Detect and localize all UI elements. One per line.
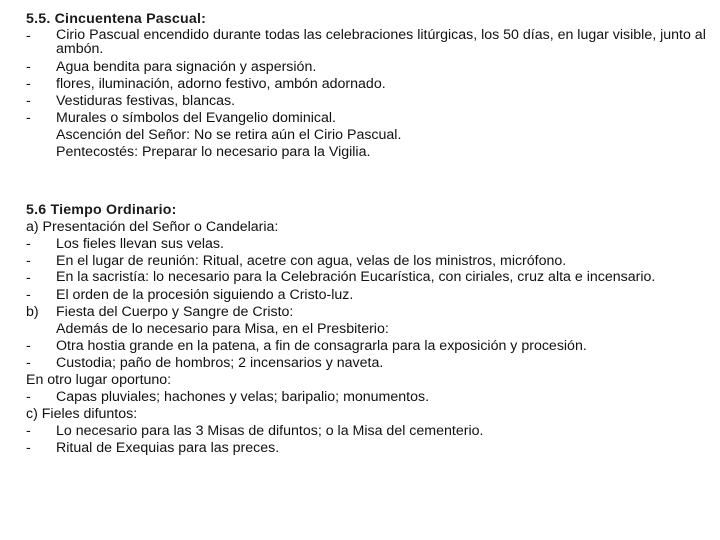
list-marker: - — [26, 355, 31, 371]
list-item-text: Vestiduras festivas, blancas. — [56, 93, 236, 109]
subsection-title-b — [26, 304, 706, 321]
list-item — [26, 355, 706, 372]
list-item-text: Lo necesario para las 3 Misas de difuntos; o la Misa del cementerio. — [56, 423, 484, 439]
list-item — [26, 28, 706, 56]
section-heading: 5.6 Tiempo Ordinario: — [26, 202, 177, 218]
list-item — [26, 389, 706, 406]
list-item — [26, 110, 706, 127]
list-item-text: Capas pluviales; hachones y velas; baripalio; monumentos. — [56, 389, 430, 405]
subsection-title-text: Fiesta del Cuerpo y Sangre de Cristo: — [56, 304, 294, 320]
list-marker: - — [26, 28, 31, 44]
list-item — [26, 440, 706, 457]
list-marker: - — [26, 93, 31, 109]
list-item-text: Agua bendita para signación y aspersión. — [56, 59, 317, 75]
list-item-text: Los fieles llevan sus velas. — [56, 236, 224, 252]
list-marker: - — [26, 287, 31, 303]
list-marker: - — [26, 389, 31, 405]
list-item — [26, 253, 706, 270]
list-marker: - — [26, 338, 31, 354]
list-item — [26, 93, 706, 110]
list-item — [26, 76, 706, 93]
b-note: Además de lo necesario para Misa, en el Presbiterio: — [56, 321, 389, 337]
list-marker: - — [26, 270, 31, 286]
note-pentecostes: Pentecostés: Preparar lo necesario para la Vigilia. — [56, 144, 371, 160]
other-place-title: En otro lugar oportuno: — [26, 372, 172, 388]
list-item — [26, 287, 706, 304]
list-marker: - — [26, 440, 31, 456]
subsection-title-c: c) Fieles difuntos: — [26, 406, 138, 422]
list-item — [26, 59, 706, 76]
note-ascension: Ascención del Señor: No se retira aún el Cirio Pascual. — [56, 127, 402, 143]
list-marker: - — [26, 76, 31, 92]
list-marker: - — [26, 236, 31, 252]
list-item — [26, 423, 706, 440]
list-item — [26, 270, 706, 284]
list-item-text: Otra hostia grande en la patena, a fin de consagrarla para la exposición y procesión. — [56, 338, 587, 354]
section-tiempo-ordinario — [26, 202, 706, 457]
list-item-text: El orden de la procesión siguiendo a Cristo-luz. — [56, 287, 354, 303]
list-item-text: Murales o símbolos del Evangelio dominical. — [56, 110, 336, 126]
list-marker: b) — [26, 304, 39, 320]
list-item-text: Custodia; paño de hombros; 2 incensarios y naveta. — [56, 355, 384, 371]
list-item-text: Cirio Pascual encendido durante todas las celebraciones litúrgicas, los 50 días, en lugar visible, junto al ambón. — [56, 27, 706, 57]
list-marker: - — [26, 110, 31, 126]
list-item-text: Ritual de Exequias para las preces. — [56, 440, 280, 456]
list-item — [26, 338, 706, 355]
list-item-text: flores, iluminación, adorno festivo, ambón adornado. — [56, 76, 386, 92]
list-item-text: En la sacristía: lo necesario para la Celebración Eucarística, con ciriales, cruz alta e incensario. — [56, 269, 656, 285]
list-item-text: En el lugar de reunión: Ritual, acetre con agua, velas de los ministros, micrófono. — [56, 253, 567, 269]
subsection-title-a: a) Presentación del Señor o Candelaria: — [26, 219, 279, 235]
list-item — [26, 236, 706, 253]
section-cincuentena-pascual — [26, 11, 706, 161]
list-marker: - — [26, 59, 31, 75]
section-heading: 5.5. Cincuentena Pascual: — [26, 11, 207, 27]
list-marker: - — [26, 423, 31, 439]
list-marker: - — [26, 253, 31, 269]
